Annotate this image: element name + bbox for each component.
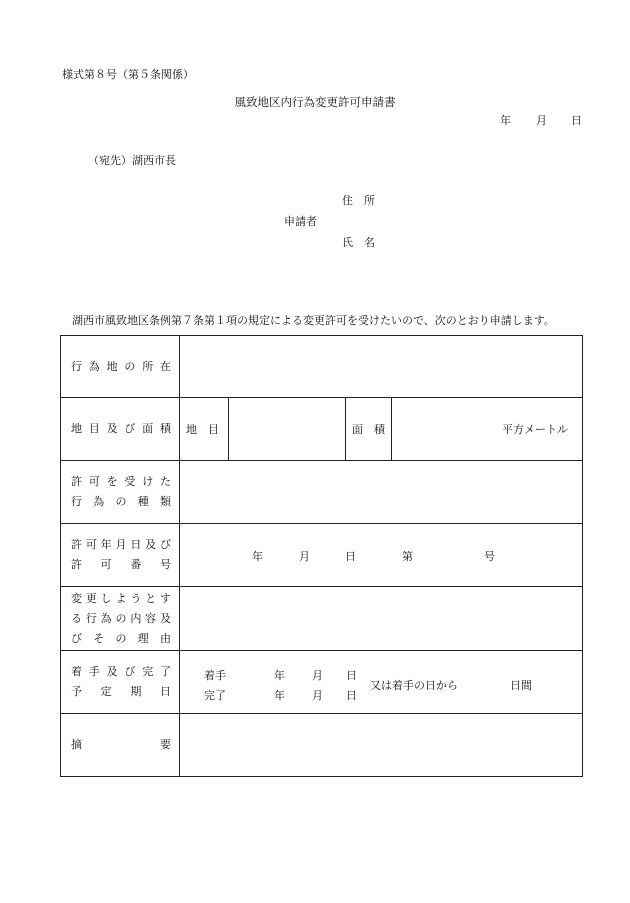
- remarks-field[interactable]: [180, 714, 583, 777]
- land-label-chars: 地 目 及 び 面 積: [71, 422, 171, 435]
- finish-year: 年: [274, 689, 285, 702]
- applicant-label: 申請者: [284, 215, 317, 228]
- form-number: 様式第８号（第５条関係）: [62, 68, 194, 81]
- permit-field[interactable]: [180, 524, 583, 587]
- change-label: [61, 587, 180, 651]
- finish-month: 月: [312, 689, 323, 702]
- finish-label: 完了: [204, 689, 226, 702]
- change-label-line2: る 行 為 の 内 容 及: [71, 611, 171, 625]
- start-day: 日: [346, 669, 357, 682]
- start-label: 着手: [204, 669, 226, 682]
- date-day: 日: [571, 114, 582, 127]
- area-unit: 平方メートル: [502, 423, 568, 436]
- type-label-line1: 許 可 を 受 け た: [71, 475, 171, 488]
- finish-day: 日: [346, 689, 357, 702]
- applicant-name-label: 氏 名: [342, 236, 375, 249]
- row-remarks: [61, 714, 583, 777]
- row-schedule: [61, 651, 583, 714]
- permit-label: [61, 524, 180, 587]
- applicant-address-label: 住 所: [342, 194, 375, 207]
- type-field[interactable]: [180, 461, 583, 524]
- permit-go: 号: [484, 550, 495, 563]
- chimoku-label: 地 目: [180, 398, 229, 461]
- type-label: [61, 461, 180, 524]
- permit-year: 年: [252, 550, 263, 563]
- row-type: [61, 461, 583, 524]
- schedule-field[interactable]: [180, 651, 583, 714]
- row-change: [61, 587, 583, 651]
- addressee: （宛先）湖西市長: [88, 154, 176, 167]
- location-label: [61, 336, 180, 398]
- menseki-label: 面 積: [346, 398, 392, 461]
- permit-day: 日: [345, 550, 356, 563]
- type-label-line2: 行 為 の 種 類: [71, 495, 171, 508]
- date-month: 月: [536, 114, 547, 127]
- location-field[interactable]: [180, 336, 583, 398]
- change-field[interactable]: [180, 587, 583, 651]
- change-label-line1: 変 更 し よ う と す: [71, 591, 171, 605]
- land-label: [61, 398, 180, 461]
- permit-label-line1: 許 可 年 月 日 及 び: [71, 538, 171, 551]
- intro-text: 湖西市風致地区条例第７条第１項の規定による変更許可を受けたいので、次のとおり申請します。: [72, 314, 555, 327]
- permit-dai: 第: [402, 550, 413, 563]
- permit-month: 月: [299, 550, 310, 563]
- days-unit: 日間: [510, 679, 532, 692]
- start-month: 月: [312, 669, 323, 682]
- schedule-label-line1: 着 手 及 び 完 了: [71, 665, 171, 678]
- row-permit: [61, 524, 583, 587]
- row-location: [61, 336, 583, 398]
- remarks-label-chars: 摘 要: [71, 738, 171, 751]
- change-label-line3: び そ の 理 由: [71, 631, 171, 645]
- location-label-chars: 行 為 地 の 所 在: [71, 359, 171, 373]
- chimoku-field[interactable]: [229, 398, 346, 461]
- start-year: 年: [274, 669, 285, 682]
- schedule-label-line2: 予 定 期 日: [71, 685, 171, 698]
- application-form-table: [60, 335, 583, 777]
- document-title: 風致地区内行為変更許可申請書: [234, 95, 396, 109]
- date-year: 年: [500, 114, 511, 127]
- remarks-label: [61, 714, 180, 777]
- schedule-field-inner: [180, 651, 582, 713]
- schedule-label: [61, 651, 180, 714]
- permit-field-inner: [180, 524, 582, 586]
- menseki-field[interactable]: [392, 398, 583, 461]
- row-land: [61, 398, 583, 461]
- or-from-start: 又は着手の日から: [370, 679, 458, 692]
- permit-label-line2: 許 可 番 号: [71, 558, 171, 571]
